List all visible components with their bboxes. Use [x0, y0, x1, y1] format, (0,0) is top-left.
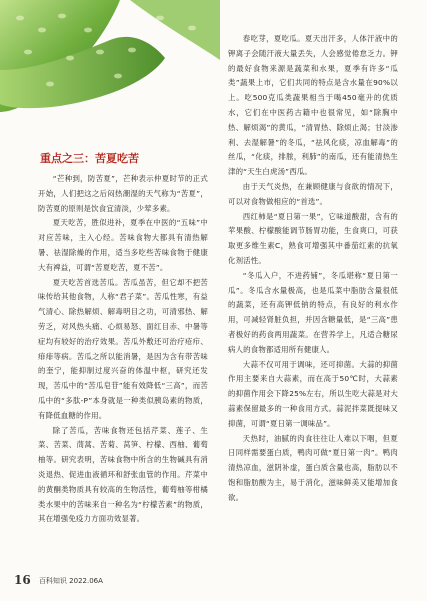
- paragraph: 由于天气炎热，在兼顾健康与食欲的情况下，可以对食物做相应的“首选”。: [228, 181, 398, 206]
- paragraph: 大蒜不仅可用于调味，还可抑菌。大蒜的抑菌作用主要来自大蒜素，而在高于50℃时，大蒜素的抑菌作用会下降25%左右，所以生吃大蒜是对大蒜素保留最多的一种食用方式。蒜泥拌菜既提味又抑菌，可谓“夏日第一调味品”。: [228, 359, 398, 428]
- bitter-melon-photo: [0, 0, 220, 132]
- paragraph: 除了苦瓜，苦味食物还包括芹菜、莲子、生菜、苦菜、茼蒿、苦菊、莴笋、柠檬、西柚、葡萄柚等。研究表明，苦味食物中所含的生物碱具有消炎退热、促进血液循环和舒张血管的作用。芹菜中的黄酮类物质具有较高的生物活性，葡萄柚等柑橘类水果中的苦味来自一种名为“柠檬苦素”的物质，其在增强免疫力方面功效显著。: [38, 425, 208, 524]
- page-number: 16: [14, 573, 31, 587]
- left-column: [38, 172, 208, 527]
- paragraph: 春吃芽，夏吃瓜。夏天出汗多，人体汗液中的钾离子会随汗液大量丢失，人会感觉倦怠乏力。钾的最好食物来源是蔬菜和水果，夏季有许多“瓜类”蔬果上市，它们共同的特点是含水量在90%以上。吃500克瓜类蔬果相当于喝450毫升的优质水，它们在中医药古籍中也很常见，如“除胸中热、解烦渴”的黄瓜，“清胃热、除烦止渴；甘淡渗利、去湿解暑”的冬瓜，“祛风化痰，凉血解毒”的丝瓜，“化痰，排脓，利肺”的南瓜，还有能清热生津的“天生白虎汤”西瓜。: [228, 34, 398, 177]
- paragraph: 西红柿是“夏日第一果”，它味道酸甜，含有的苹果酸、柠檬酸能调节肠胃功能，生食爽口，可获取更多维生素C，熟食可增强其中番茄红素的抗氧化剂活性。: [228, 211, 398, 265]
- page-footer: [14, 573, 103, 587]
- right-column: [228, 32, 398, 506]
- issue-label: 百科知识 2022.06A: [38, 577, 103, 585]
- paragraph: 夏天吃苦首选苦瓜。苦瓜虽苦，但它却不把苦味传给其他食物，人称“君子菜”。苦瓜性寒，有益气清心、除热解烦、解毒明目之功，可清邪热、解劳乏，对风热头痛、心烦易怒、面红目赤、中暑等症均有较好的治疗效果。苦瓜外敷还可治疗疮疖、痱痱等病。苦瓜之所以能消暑，是因为含有带苦味的奎宁，能抑制过度兴奋的体温中枢，研究还发现，苦瓜中的“苦瓜皂苷”能有效降低“三高”，而苦瓜中的“多肽-P”本身就是一种类似胰岛素的物质，有降低血糖的作用。: [38, 277, 208, 420]
- paragraph: “芒种到，防苦夏”，芒种表示仲夏时节的正式开始，人们把这之后闷热潮湿的天气称为“苦夏”，防苦夏的原则是饮食宜清淡，少荤多素。: [38, 174, 208, 213]
- section-heading: 重点之三：苦夏吃苦: [40, 152, 139, 165]
- paragraph: 天热时，油腻的肉食往往让人难以下咽，但夏日同样需要蛋白质，鸭肉可做“夏日第一肉”。鸭肉清热凉血，滋阴补虚，蛋白质含量也高，脂肪以不饱和脂肪酸为主，易于消化，滋味鲜美又能增加食欲。: [228, 433, 398, 502]
- paragraph: 夏天吃苦，胜似进补，夏季在中医的“五味”中对应苦味，主入心经。苦味食物大都具有清热解暑、祛湿除燥的作用，适当多吃些苦味食物于健康大有裨益，可谓“苦夏吃苦，夏不苦”。: [38, 218, 208, 272]
- paragraph: “冬瓜入户，不进药铺”，冬瓜堪称“夏日第一瓜”。冬瓜含水量极高，也是瓜菜中脂肪含量很低的蔬菜，还有高钾低钠的特点，有良好的利水作用，可减轻肾脏负担，并因含糖量低，是“三高”患者极好的药食两用蔬菜。在营养学上，凡适合糖尿病人的食物都适用所有健康人。: [228, 270, 398, 354]
